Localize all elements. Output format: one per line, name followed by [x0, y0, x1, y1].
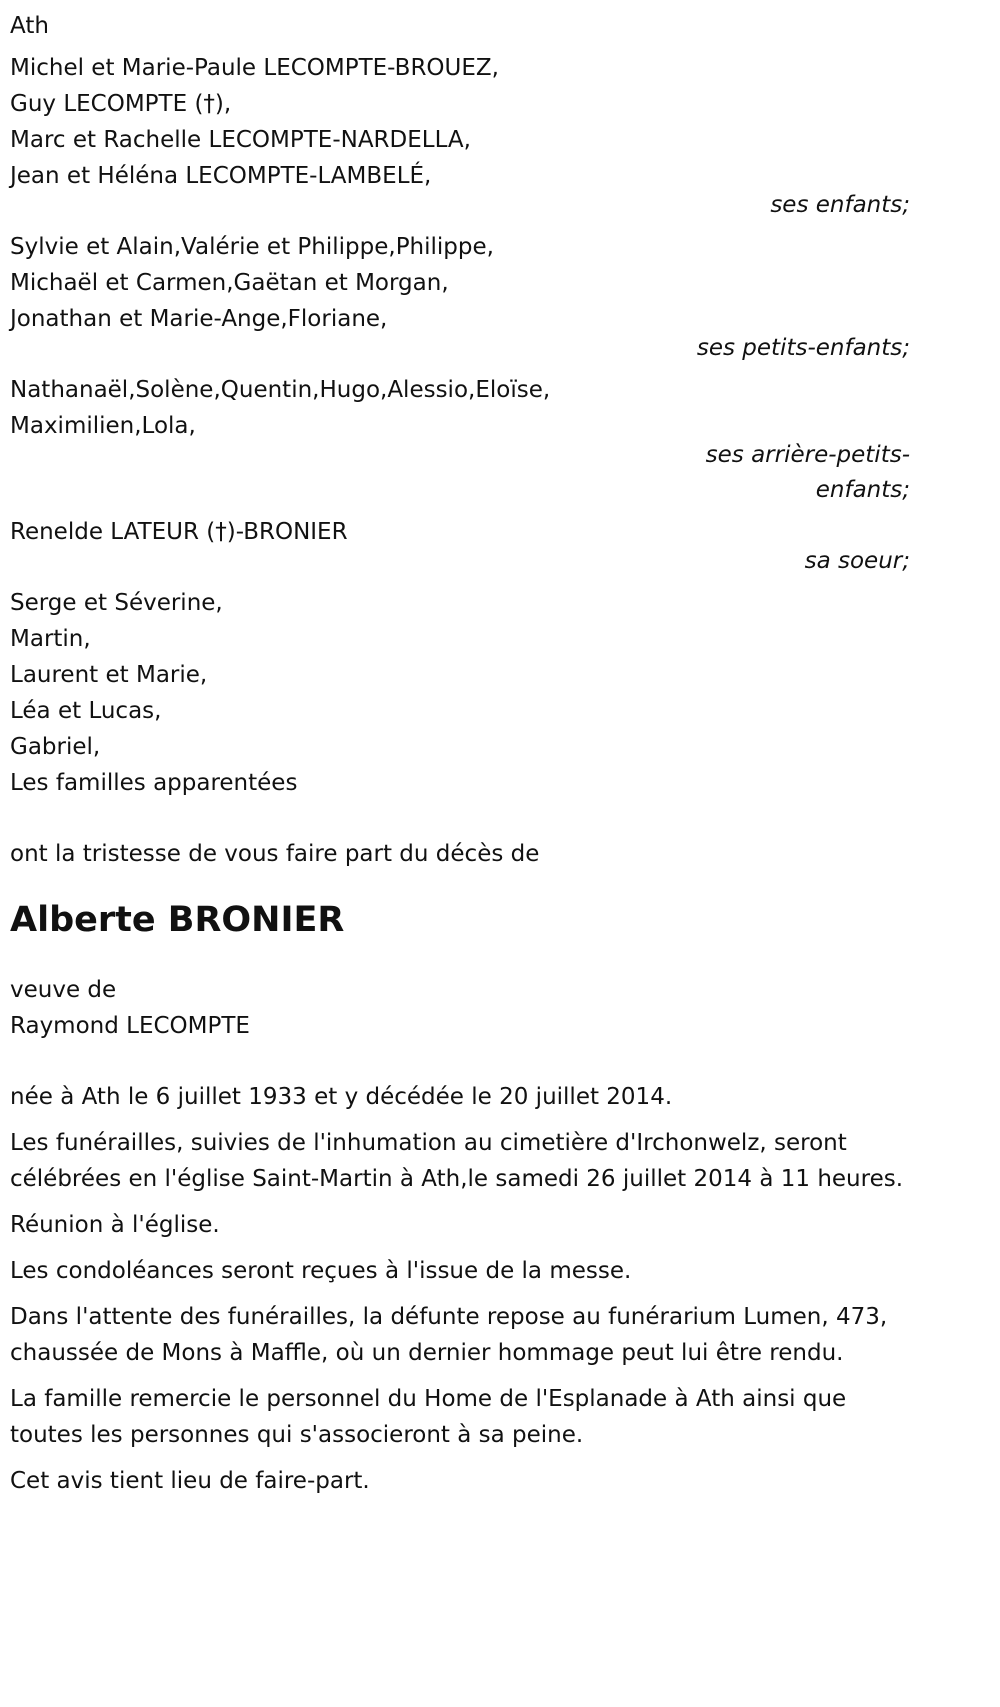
sister-group — [10, 514, 910, 579]
meeting-info: Réunion à l'église. — [10, 1212, 220, 1238]
children-group — [10, 50, 910, 223]
sister-role: sa soeur; — [804, 548, 910, 574]
grandchild-line: Sylvie et Alain,Valérie et Philippe,Philippe, — [10, 234, 494, 260]
grandchildren-group — [10, 229, 910, 366]
thanks-info: La famille remercie le personnel du Home de l'Esplanade à Ath ainsi que toutes les personnes qui s'associeront à sa peine. — [10, 1386, 847, 1448]
grandchild-line: Jonathan et Marie-Ange,Floriane, — [10, 306, 388, 332]
other-line: Laurent et Marie, — [10, 662, 208, 688]
grandchildren-role: ses petits-enfants; — [696, 335, 910, 361]
others-group — [10, 585, 910, 801]
other-line: Gabriel, — [10, 734, 101, 760]
spouse-name: Raymond LECOMPTE — [10, 1013, 250, 1039]
funeral-info: Les funérailles, suivies de l'inhumation au cimetière d'Irchonwelz, seront célébrées en l'église Saint-Martin à Ath,le samedi 26 juillet 2014 à 11 heures. — [10, 1130, 904, 1192]
other-line: Martin, — [10, 626, 91, 652]
deceased-name: Alberte BRONIER — [10, 900, 345, 940]
birth-death-info: née à Ath le 6 juillet 1933 et y décédée le 20 juillet 2014. — [10, 1084, 673, 1110]
child-line: Marc et Rachelle LECOMPTE-NARDELLA, — [10, 127, 471, 153]
location: Ath — [10, 13, 49, 39]
child-line: Jean et Héléna LECOMPTE-LAMBELÉ, — [10, 163, 432, 189]
great-grandchildren-role-line1: ses arrière-petits- — [705, 442, 910, 468]
children-role: ses enfants; — [770, 192, 910, 218]
widow-of-label: veuve de — [10, 977, 117, 1003]
great-grandchildren-group — [10, 372, 910, 508]
great-grandchildren-role-line2: enfants; — [815, 477, 910, 503]
great-grandchild-line: Maximilien,Lola, — [10, 413, 196, 439]
notice-info: Cet avis tient lieu de faire-part. — [10, 1468, 370, 1494]
child-line: Michel et Marie-Paule LECOMPTE-BROUEZ, — [10, 55, 499, 81]
sister-line: Renelde LATEUR (†)-BRONIER — [10, 519, 348, 545]
great-grandchild-line: Nathanaël,Solène,Quentin,Hugo,Alessio,Eloïse, — [10, 377, 551, 403]
details-group — [10, 1079, 910, 1499]
other-line: Léa et Lucas, — [10, 698, 162, 724]
announcement-text: ont la tristesse de vous faire part du décès de — [10, 841, 540, 867]
widow-of-group — [10, 972, 910, 1044]
grandchild-line: Michaël et Carmen,Gaëtan et Morgan, — [10, 270, 449, 296]
funerarium-info: Dans l'attente des funérailles, la défunte repose au funérarium Lumen, 473, chaussée de Mons à Maffle, où un dernier hommage peut lui être rendu. — [10, 1304, 888, 1366]
other-line: Serge et Séverine, — [10, 590, 223, 616]
condolences-info: Les condoléances seront reçues à l'issue de la messe. — [10, 1258, 632, 1284]
child-line: Guy LECOMPTE (†), — [10, 91, 232, 117]
other-line: Les familles apparentées — [10, 770, 298, 796]
